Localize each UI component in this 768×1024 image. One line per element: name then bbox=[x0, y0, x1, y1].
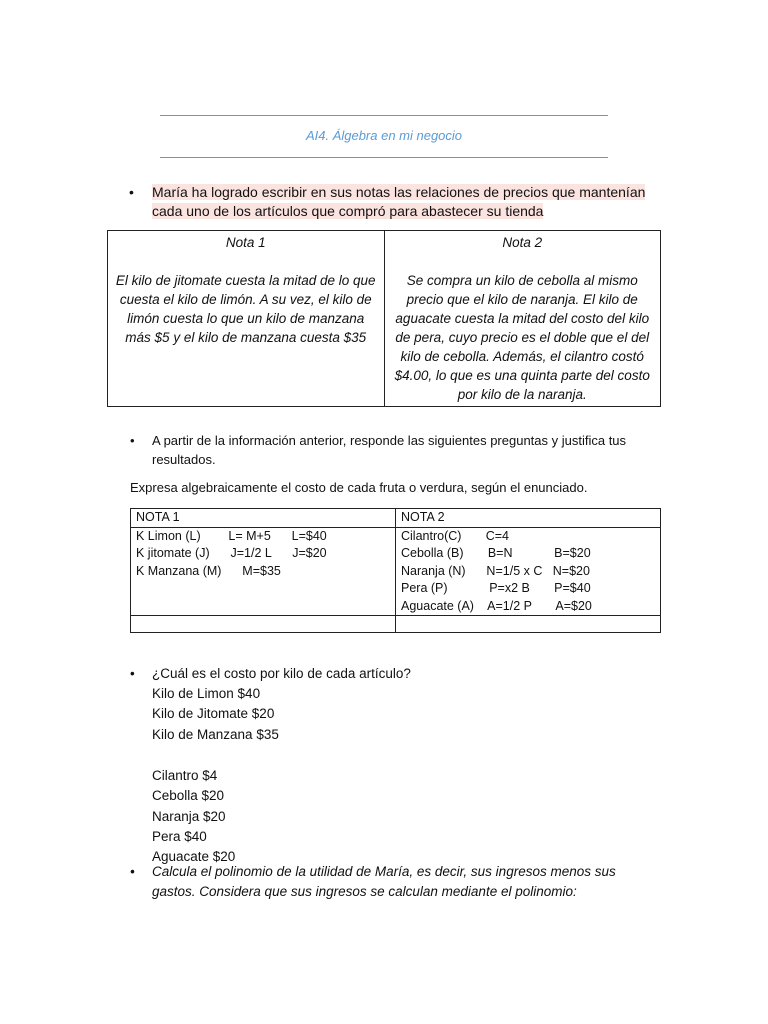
answer-line: Pera $40 bbox=[152, 828, 207, 844]
variable-line: K Limon (L) L= M+5 L=$40 bbox=[136, 528, 327, 543]
question-bullet bbox=[130, 664, 411, 684]
variables-table bbox=[130, 508, 661, 633]
second-bullet-text: A partir de la información anterior, responde las siguientes preguntas y justifica tus resultados. bbox=[152, 433, 627, 467]
nota1-heading: Nota 1 bbox=[225, 235, 266, 250]
instruction-text: Expresa algebraicamente el costo de cada fruta o verdura, según el enunciado. bbox=[130, 480, 588, 495]
nota1-col-head: NOTA 1 bbox=[131, 509, 396, 528]
empty-cell bbox=[131, 616, 396, 633]
nota1-cell bbox=[108, 231, 385, 407]
bullet-icon: • bbox=[130, 864, 135, 879]
final-bullet-text: Calcula el polinomio de la utilidad de María, es decir, sus ingresos menos sus gastos. Considera que sus ingresos se calculan mediante el polinomio: bbox=[152, 864, 616, 899]
variable-line: Pera (P) P=x2 B P=$40 bbox=[401, 581, 591, 595]
variable-line: Cilantro(C) C=4 bbox=[401, 528, 510, 543]
nota2-variables bbox=[396, 527, 661, 616]
bullet-icon: • bbox=[130, 433, 135, 448]
answer-line: Cilantro $4 bbox=[152, 768, 218, 783]
answer-line: Naranja $20 bbox=[152, 808, 226, 824]
nota2-col-head: NOTA 2 bbox=[396, 509, 661, 528]
variable-line: K jitomate (J) J=1/2 L J=$20 bbox=[136, 546, 327, 560]
variable-line: K Manzana (M) M=$35 bbox=[136, 563, 281, 578]
intro-text: María ha logrado escribir en sus notas las relaciones de precios que mantenían cada uno de los artículos que compró para abastecer su tienda bbox=[152, 184, 646, 219]
nota2-cell bbox=[384, 231, 661, 407]
bullet-icon: • bbox=[130, 666, 135, 681]
header-bottom-rule bbox=[160, 157, 608, 158]
bullet-icon: • bbox=[129, 184, 134, 200]
variable-line: Naranja (N) N=1/5 x C N=$20 bbox=[401, 563, 590, 578]
answer-line: Aguacate $20 bbox=[152, 849, 236, 865]
notes-table bbox=[107, 230, 661, 407]
answer-line: Kilo de Manzana $35 bbox=[152, 726, 279, 742]
nota1-body: El kilo de jitomate cuesta la mitad de lo que cuesta el kilo de limón. A su vez, el kilo de limón cuesta lo que un kilo de manzana más $5 y el kilo de manzana cuesta $35 bbox=[115, 273, 376, 345]
variable-line: Aguacate (A) A=1/2 P A=$20 bbox=[401, 598, 592, 613]
answers-group-1 bbox=[152, 684, 279, 745]
final-bullet bbox=[130, 862, 652, 902]
answer-line: Kilo de Limon $40 bbox=[152, 686, 261, 701]
intro-bullet bbox=[129, 183, 662, 221]
answer-line: Kilo de Jitomate $20 bbox=[152, 706, 275, 722]
nota1-variables bbox=[131, 527, 396, 616]
nota2-heading: Nota 2 bbox=[502, 235, 543, 250]
page-title: AI4. Álgebra en mi negocio bbox=[305, 128, 463, 143]
variable-line: Cebolla (B) B=N B=$20 bbox=[401, 546, 591, 560]
empty-cell bbox=[396, 616, 661, 633]
question-text: ¿Cuál es el costo por kilo de cada artículo? bbox=[152, 666, 411, 681]
second-bullet bbox=[130, 431, 652, 469]
header-top-rule bbox=[160, 115, 608, 116]
nota2-body: Se compra un kilo de cebolla al mismo precio que el kilo de naranja. El kilo de aguacate cuesta la mitad del costo del kilo de pera, cuyo precio es el doble que el del kilo de cebolla. Además, el cilantro costó $4.00, lo que es una quinta parte del costo por kilo de la naranja. bbox=[394, 273, 650, 402]
answers-group-2 bbox=[152, 766, 235, 867]
answer-line: Cebolla $20 bbox=[152, 788, 225, 804]
